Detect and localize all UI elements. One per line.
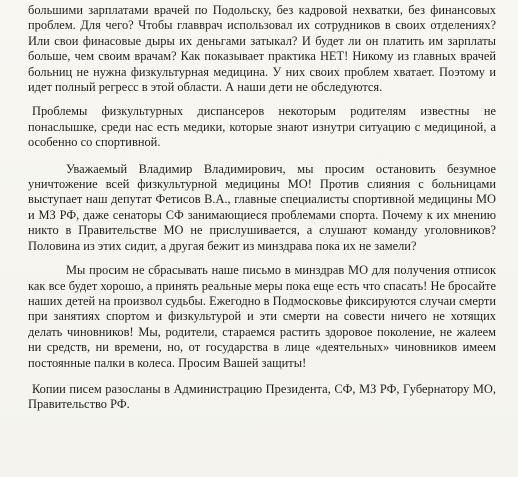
paragraph-gap — [28, 254, 496, 263]
paragraph-gap — [28, 371, 496, 382]
paragraph-2: Проблемы физкультурных диспансеров некоторым родителям известны не понаслышке, среди нас есть медики, которые знают изнутри ситуацию с медициной, а особенно со спортивной. — [28, 104, 496, 150]
paragraph-5: Копии писем разосланы в Администрацию Президента, СФ, МЗ РФ, Губернатору МО, Правительство РФ. — [28, 381, 496, 412]
paragraph-1: большими зарплатами врачей по Подольску, без кадровой нехватки, без финансовых проблем. Для чего? Чтобы главврач использовал их сотрудников в своих отделениях? Или свои финасовые дыры их деньгами затыкал? И будет ли он платить им зарплаты больше, чем своим врачам? Как показывает практика НЕТ! Никому из главных врачей больниц не нужна физкультурная медицина. У них своих проблем хватает. Поэтому и идет полный регресс в этой области. А наши дети не обследуются. — [28, 3, 496, 95]
paragraph-4: Мы просим не сбрасывать наше письмо в минздрав МО для получения отписок как все будет хорошо, а принять реальные меры пока еще есть что спасать! Не бросайте наших детей на произвол судьбы. Ежегодно в Подмосковье фиксируются случаи смерти при занятиях спортом и физкультурой и эти смерти на совести ничего не хотящих делать чиновников! Мы, родители, стараемся растить здоровое поколение, не жалеем ни средств, ни времени, но, от государства в лице «деятельных» чиновников имеем постоянные палки в колеса. Просим Вашей защиты! — [28, 263, 496, 370]
paragraph-gap — [28, 95, 496, 104]
paragraph-3: Уважаемый Владимир Владимирович, мы просим остановить безумное уничтожение всей физкультурной медицины МО! Против слияния с больницами выступает наш депутат Фетисов В.А., главные специалисты спортивной медицины МО и МЗ РФ, даже сенаторы СФ занимающиеся проблемами спорта. Почему к их мнению никто в Правительстве МО не прислушивается, а слушают команду уголовников? Половина из этих сидит, а другая бежит из минздрава пока их не замели? — [28, 161, 496, 253]
paragraph-gap — [28, 151, 496, 162]
